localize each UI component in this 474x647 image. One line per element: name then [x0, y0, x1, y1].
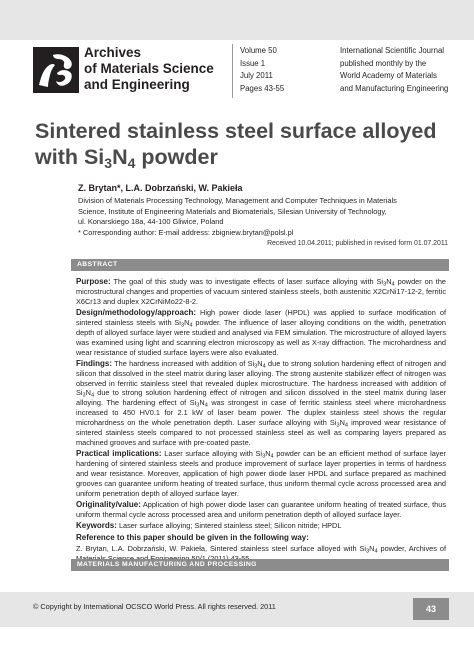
journal-logo: [33, 47, 79, 93]
abstract-keywords: Keywords: Laser surface alloying; Sintered stainless steel; Silicon nitride; HPDL: [76, 521, 342, 531]
publisher-info: [340, 45, 448, 95]
top-band: [0, 0, 474, 40]
issue: Issue 1: [240, 58, 266, 68]
publisher-line1: International Scientific Journal: [340, 46, 445, 55]
publisher-line2: published monthly by the: [340, 58, 427, 68]
reference-text: Z. Brytan, L.A. Dobrzański, W. Pakieła, Sintered stainless steel surface alloyed with $Si_3N_4$ powder, Archives of: [76, 544, 446, 555]
authors: Z. Brytan*, L.A. Dobrzański, W. Pakieła: [78, 183, 243, 193]
abstract-heading: ABSTRACT: [71, 259, 449, 271]
pages: Pages 43-55: [240, 83, 285, 93]
abstract-design: Design/methodology/approach: High power diode laser (HPDL) was applied to surface modification of sintered stainless steels with $Si_3N_4$ powder. The influence of laser alloying conditions on the width, penetration depth of alloyed surface layer were studied and analysed via FEM simulation. The microstructure of alloyed layers was examined using light and scanning electron microscopy as well as X-ray diffraction. The microhardness and wear resistance of studied surface layers were also evaluated.: [76, 308, 446, 357]
section-heading: MATERIALS MANUFACTURING AND PROCESSING: [71, 559, 449, 571]
volume: Volume 50: [240, 46, 277, 55]
journal-name-line2: of Materials Science: [84, 61, 214, 76]
paper-title: [35, 118, 437, 170]
affiliation-line3: ul. Konarskiego 18a, 44-100 Gliwice, Poland: [78, 217, 224, 227]
page-number: 43: [413, 598, 449, 620]
reference-label: Reference to this paper should be given in the following way:: [76, 532, 309, 542]
logo-icon: [33, 47, 79, 93]
abstract-findings: Findings: The hardness increased with addition of $Si_3N_4$ due to strong solution hardening effect of nitrogen and silicon that dissolved in the steel matrix during laser alloying. The strong austenite stabilizer effect of nitrogen was observed in ferritic stainless steel that revealed duplex microstructure. The hardness increased with addition of $Si_3N_4$ due to strong solution hardening effect of nitrogen and silicon dissolved in the steel matrix during laser alloying. The hardening effect of $Si_3N_4$ was strongest in case of ferritic stainless steel where microhardness increased to 450 HV0.1 for 2.1 kW of laser beam power. The duplex stainless steel shows the regular microhardness on the whole penetration depth. Laser surface alloying with $Si_3N_4$ improved wear resistance of sintered stainless steels compared to not processed stainless steel as well as comparing layers prepared as machined grooves and surface with pre-coated paste.: [76, 358, 447, 447]
affiliation: [78, 196, 448, 238]
affiliation-line2: Science, Institute of Engineering Materials and Biomaterials, Silesian University of Technology,: [78, 206, 387, 216]
affiliation-line1: Division of Materials Processing Technology, Management and Computer Techniques in Materials: [78, 196, 397, 205]
header-divider: [232, 44, 233, 98]
issue-info: [240, 45, 284, 95]
journal-name-line1: Archives: [84, 45, 142, 60]
abstract-practical: Practical implications: Laser surface alloying with $Si_3N_4$ powder can be an efficient method of surface layer hardening of sintered stainless steels and produce improvement of surface layer properties in terms of hardness and wear resistance. Moreover, application of high power diode laser HPDL and surface prepared as machined grooves can guarantee uniform heating of treated surface, thus uniform thermal cycle across processed area and uniform penetration depth of alloyed surface layer.: [76, 449, 447, 498]
title-line1: Sintered stainless steel surface alloyed: [35, 119, 437, 143]
abstract-purpose: Purpose: The goal of this study was to investigate effects of laser surface alloying with $Si_3N_4$ powder on the microstructural changes and properties of vacuum sintered stainless steels, both austenitic X2CrNi17-12-2, ferritic X6Cr13 and duplex X2CrNiMo22-8-2.: [76, 277, 446, 306]
publisher-line4: and Manufacturing Engineering: [340, 83, 449, 93]
journal-name-line3: and Engineering: [84, 77, 190, 92]
corresponding-author: * Corresponding author: E-mail address: zbigniew.brytan@polsl.pl: [78, 227, 294, 237]
copyright: © Copyright by International OCSCO World Press. All rights reserved. 2011: [33, 602, 276, 611]
issue-date: July 2011: [240, 71, 273, 80]
publisher-line3: World Academy of Materials: [340, 71, 437, 80]
abstract-originality: Originality/value: Application of high power diode laser can guarantee uniform heating of treated surface, thus uniform thermal cycle across processed area and uniform penetration depth of alloyed surface layer.: [76, 499, 446, 519]
journal-name: [84, 45, 214, 93]
abstract-body: [76, 277, 446, 565]
title-line2: with $Si_3N_4$ powder: [35, 145, 218, 171]
received-dates: Received 10.04.2011; published in revised form 01.07.2011: [267, 240, 448, 247]
